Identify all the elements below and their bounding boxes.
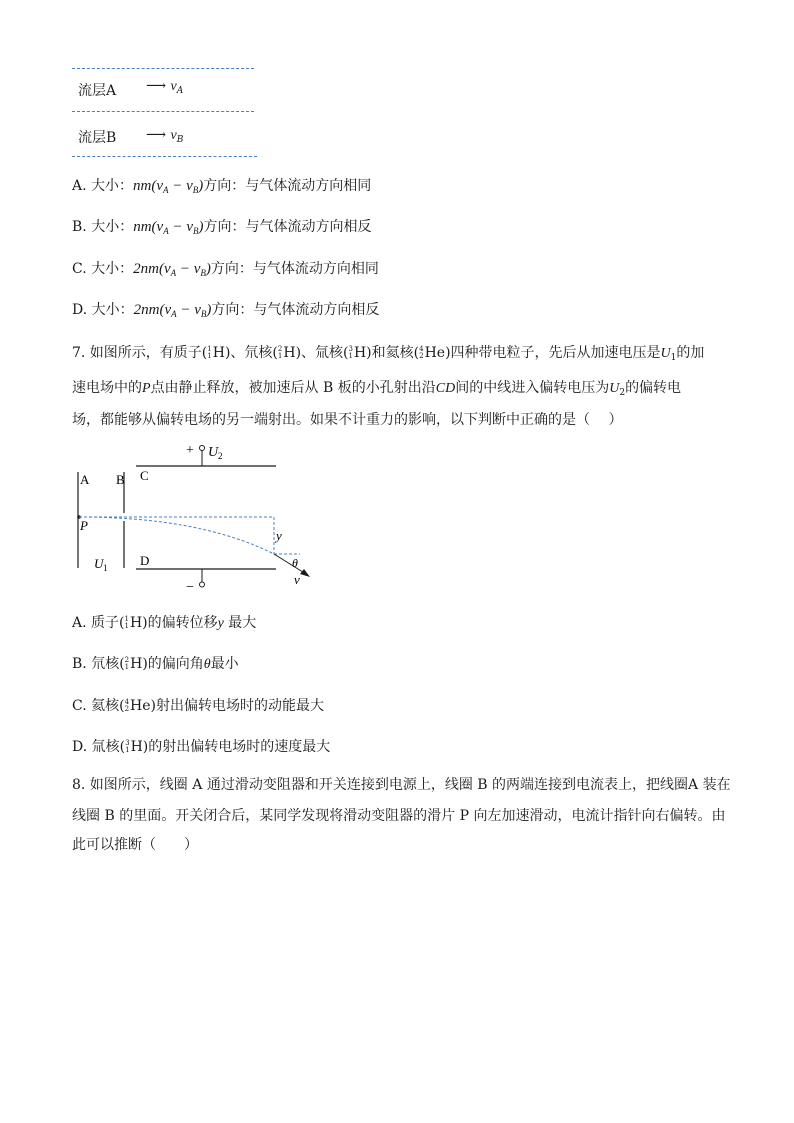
flow-layer-a-label: [78, 80, 116, 100]
label-y: y: [276, 528, 282, 543]
velocity-difference: $(v_A - v_B)$: [159, 302, 212, 319]
text-run: 最大: [228, 615, 257, 631]
velocity-difference: $(v_A - v_B)$: [158, 261, 211, 278]
arrowhead-icon: [300, 569, 310, 577]
isotope-he4: 4 2: [419, 345, 424, 360]
text-run: 速电场中的: [72, 380, 142, 396]
isotope-he4: 4 2: [124, 698, 130, 713]
q6-option-d: [72, 300, 379, 324]
text-run: D. 氚核(: [72, 739, 126, 755]
velocity-difference: $(v_A - v_B)$: [151, 178, 204, 195]
option-prefix: 大小：: [91, 219, 134, 235]
q6-option-c: [72, 259, 379, 283]
text-run: 线圈 B 的里面。开关闭合后，某同学发现将滑动变阻器的滑片 P 向左加速滑动，电流计指针向右偏转。由: [72, 808, 726, 824]
deflection-field-diagram: [60, 436, 330, 596]
option-suffix: 方向：与气体流动方向相反: [203, 219, 372, 235]
u1-subscript: 1: [103, 563, 108, 573]
option-coefficient: 2nm: [133, 261, 159, 277]
text-run: 7. 如图所示，有质子(: [72, 345, 208, 361]
flow-boundary-bottom: [72, 156, 257, 157]
text-run: H)的射出偏转电场时的速度最大: [130, 739, 331, 755]
text-run: He)四种带电粒子，先后从加速电压是: [424, 345, 661, 361]
q7-option-b: [72, 654, 239, 675]
q7-stem-line-2: [72, 378, 681, 403]
q7-option-c: [72, 696, 324, 716]
voltage-symbol: U: [609, 381, 620, 396]
voltage-subscript: 2: [619, 388, 626, 398]
q7-stem-line-3: [72, 410, 622, 430]
option-coefficient: nm: [133, 219, 152, 235]
velocity-subscript: B: [176, 135, 184, 145]
point-symbol: P: [142, 381, 151, 396]
exit-velocity-arrow: [274, 554, 306, 574]
velocity-symbol: v: [170, 79, 177, 94]
option-letter: C.: [72, 261, 87, 277]
option-prefix: 大小：: [91, 178, 134, 194]
minus-sign: −: [186, 580, 194, 595]
q7-option-d: [72, 737, 330, 757]
isotope-h2: 2 1: [277, 345, 283, 360]
velocity-symbol: v: [170, 128, 177, 143]
flow-layer-a-text: 流层A: [78, 83, 117, 99]
text-run: H)和氦核(: [353, 345, 420, 361]
option-suffix: 方向：与气体流动方向相同: [203, 178, 372, 194]
option-prefix: 大小：: [91, 302, 134, 318]
velocity-difference: $(v_A - v_B)$: [151, 219, 204, 236]
u2-subscript: 2: [218, 451, 223, 461]
arrow-right-icon: ⟶: [146, 127, 167, 143]
arrow-right-icon: ⟶: [146, 78, 167, 94]
label-theta: θ: [292, 556, 298, 570]
variable-symbol: θ: [203, 657, 211, 672]
isotope-h1: 1 1: [124, 615, 129, 630]
isotope-h3: 3 1: [348, 345, 353, 360]
option-letter: A.: [72, 178, 87, 194]
terminal-bottom: [200, 582, 205, 587]
q6-option-a: [72, 176, 371, 200]
velocity-subscript: A: [176, 86, 184, 96]
option-coefficient: 2nm: [133, 302, 160, 318]
plus-sign: +: [186, 443, 194, 458]
option-prefix: 大小：: [91, 261, 134, 277]
text-run: 的偏转电: [625, 380, 682, 396]
text-run: C. 氦核(: [72, 698, 125, 714]
text-run: He)射出偏转电场时的动能最大: [130, 698, 325, 714]
isotope-h3: 3 1: [125, 739, 130, 754]
particle-trajectory: [79, 517, 274, 554]
text-run: H)、氚核(: [283, 345, 349, 361]
text-run: A. 质子(: [72, 615, 125, 631]
terminal-top: [200, 446, 205, 451]
flow-layer-b-label: [78, 127, 116, 147]
label-b: B: [116, 472, 125, 487]
voltage-subscript: 1: [670, 353, 677, 363]
segment-symbol: CD: [435, 381, 456, 396]
u1-label: U: [94, 556, 104, 571]
text-run: H)的偏转位移: [129, 615, 218, 631]
option-suffix: 方向：与气体流动方向相反: [211, 302, 380, 318]
isotope-h2: 2 1: [124, 656, 130, 671]
option-letter: B.: [72, 219, 87, 235]
text-run: 的加: [676, 345, 705, 361]
text-run: H)的偏向角: [130, 656, 204, 672]
label-a: A: [80, 472, 90, 487]
q8-stem-line-2: [72, 806, 726, 826]
q7-stem-line-1: [72, 343, 704, 368]
text-run: 间的中线进入偏转电压为: [455, 380, 610, 396]
option-coefficient: nm: [133, 178, 152, 194]
flow-boundary-middle: [72, 111, 254, 112]
text-run: 此可以推断（ ）: [72, 837, 198, 853]
variable-symbol: y: [217, 616, 224, 631]
q6-option-b: [72, 217, 371, 241]
label-c: C: [140, 468, 149, 483]
label-v: v: [294, 572, 300, 587]
voltage-symbol: U: [660, 346, 671, 361]
isotope-h1: 1 1: [207, 345, 212, 360]
text-run: B. 氘核(: [72, 656, 125, 672]
flow-layer-b-text: 流层B: [78, 130, 117, 146]
text-run: 8. 如图所示，线圈 A 通过滑动变阻器和开关连接到电源上，线圈 B 的两端连接到电流表上，把线圈A 装在: [72, 777, 731, 793]
flow-layer-b-velocity: [146, 127, 183, 145]
text-run: 点由静止释放，被加速后从 B 板的小孔射出沿: [150, 380, 436, 396]
text-run: H)、氘核(: [212, 345, 278, 361]
option-suffix: 方向：与气体流动方向相同: [210, 261, 379, 277]
flow-layer-a-velocity: [146, 78, 183, 96]
q7-option-a: [72, 613, 256, 634]
text-run: 最小: [210, 656, 239, 672]
flow-boundary-top: [72, 68, 254, 69]
text-run: 场，都能够从偏转电场的另一端射出。如果不计重力的影响，以下判断中正确的是（ ）: [72, 412, 623, 428]
q8-stem-line-3: [72, 835, 198, 855]
q8-stem-line-1: [72, 775, 731, 795]
label-d: D: [140, 553, 150, 568]
option-letter: D.: [72, 302, 88, 318]
label-p: P: [80, 518, 88, 533]
u2-label: U: [208, 445, 219, 460]
